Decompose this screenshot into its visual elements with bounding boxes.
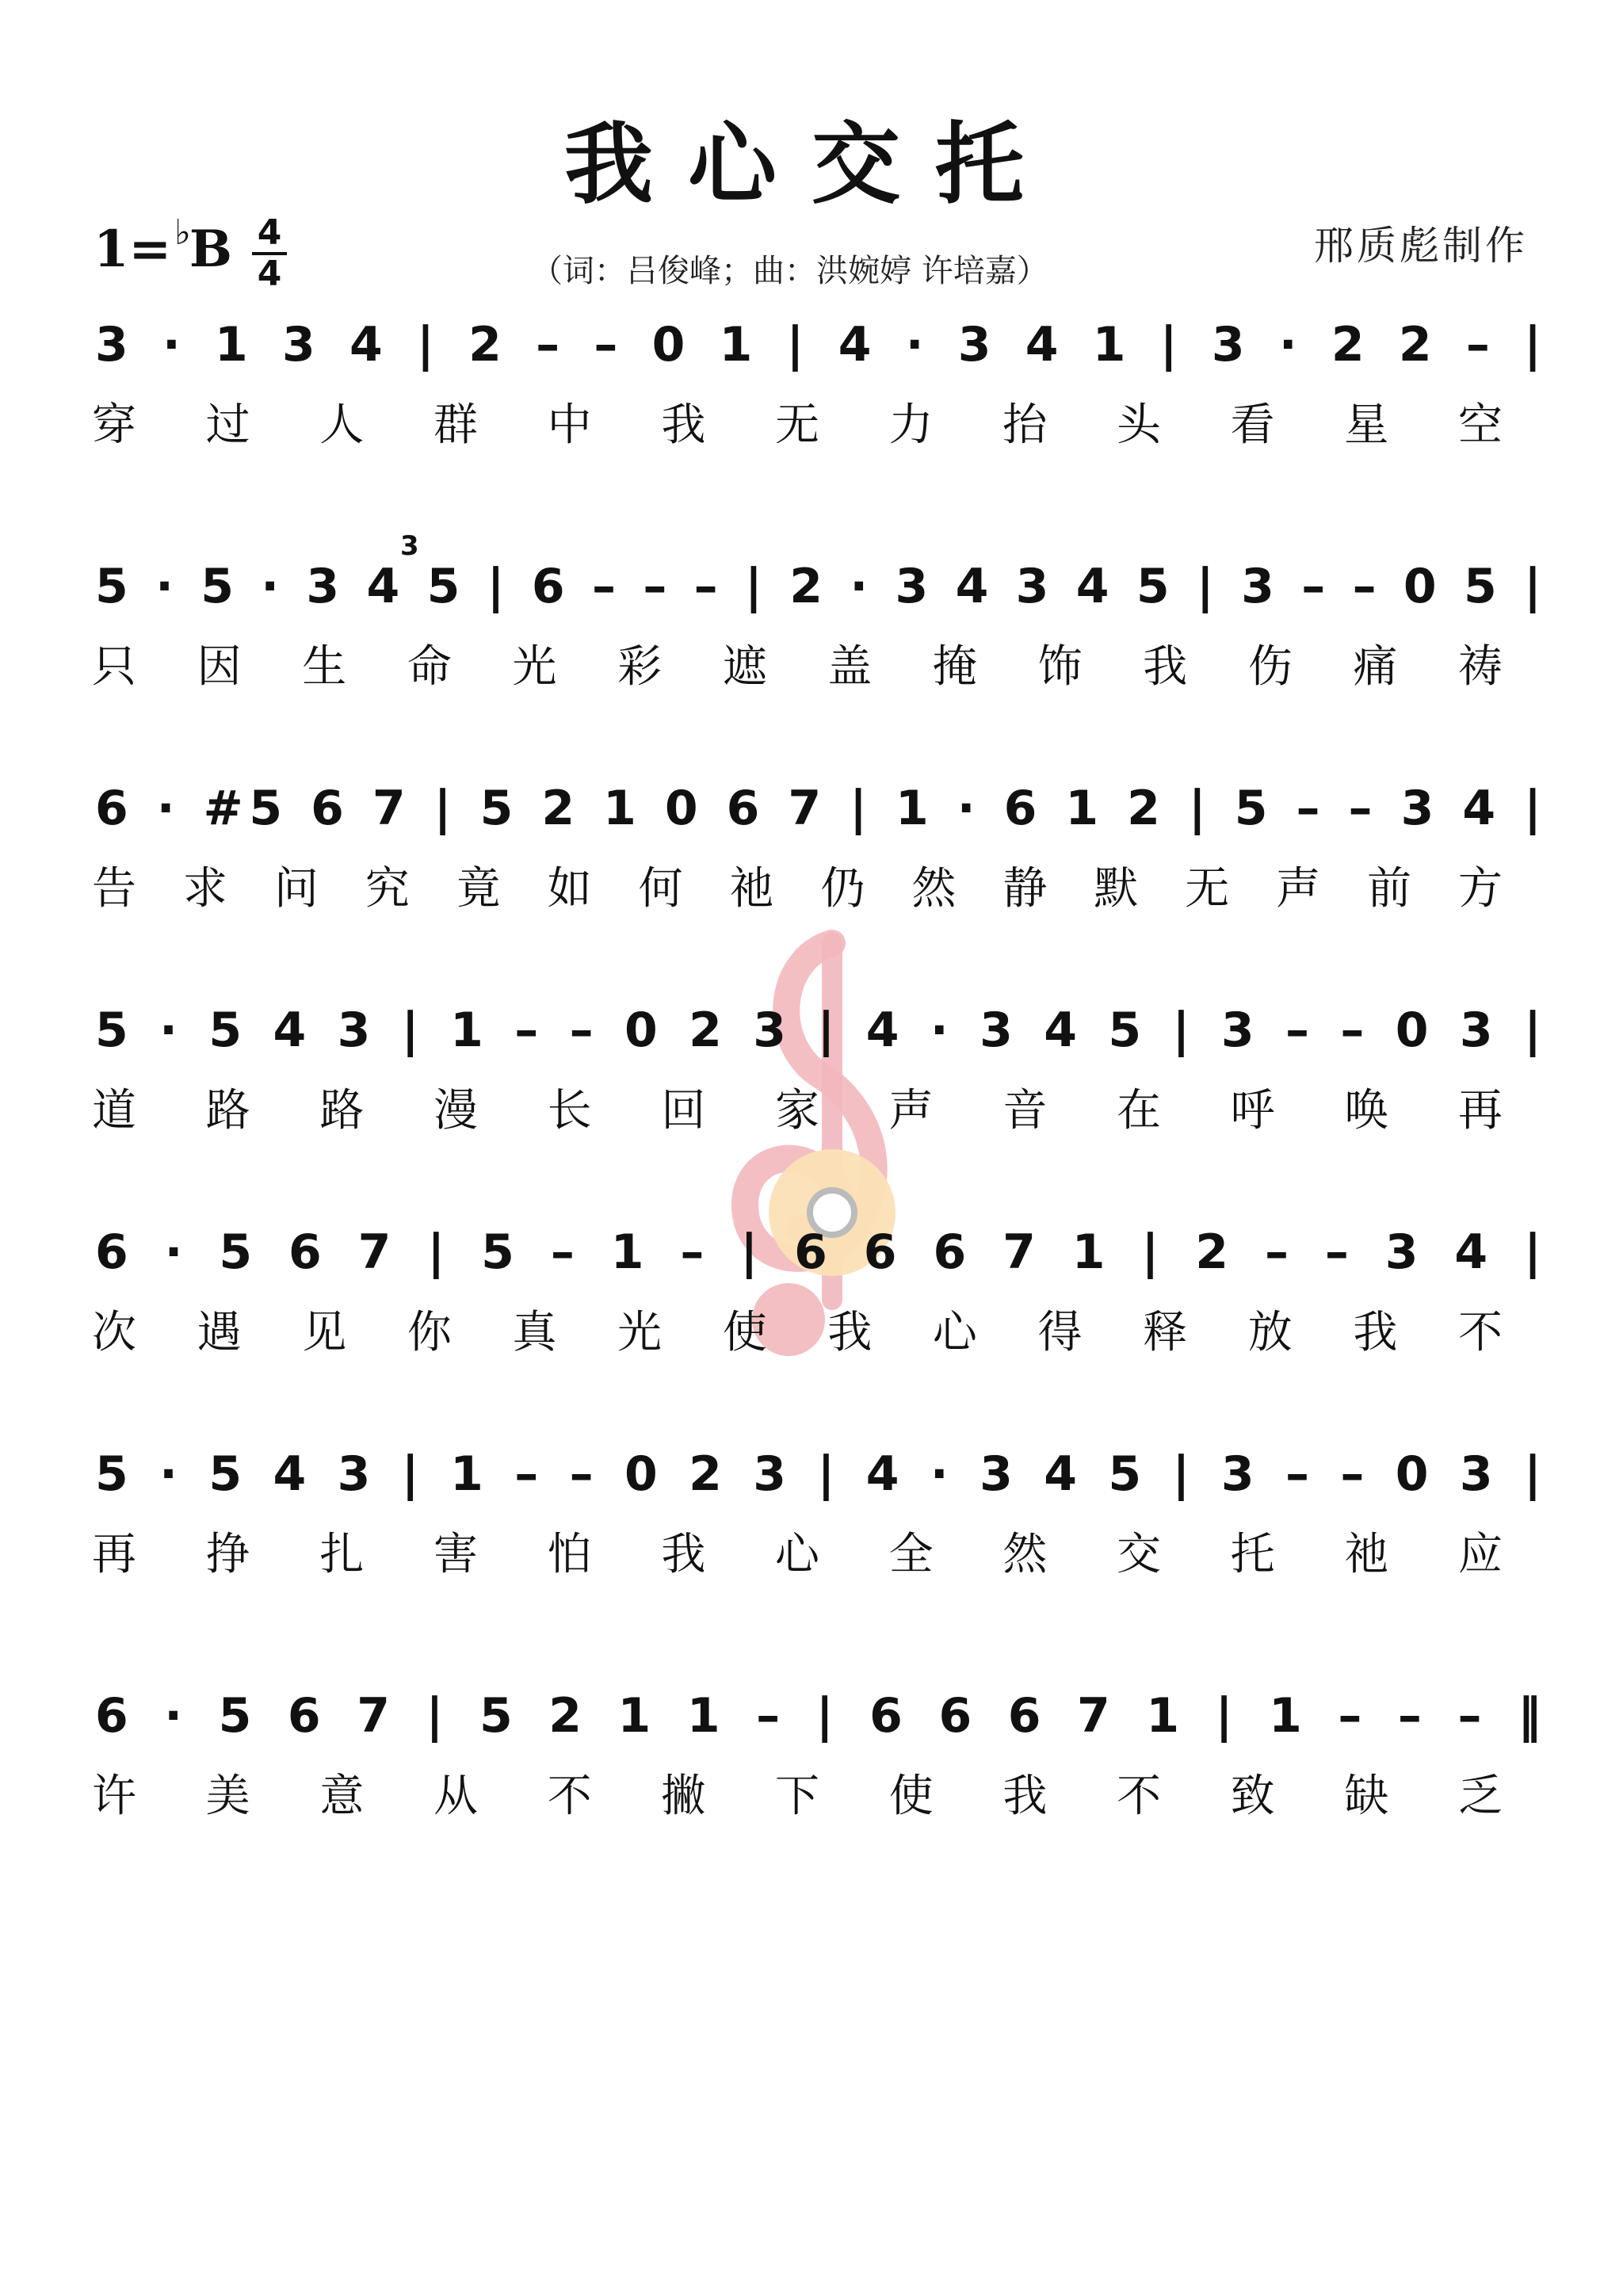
score-line [92,1446,1541,1580]
credits: （词：吕俊峰；曲：洪婉婷 许培嘉） [531,253,1048,289]
triplet-mark: 3 [400,530,419,562]
maker-label: 邢质彪制作 [1314,223,1528,269]
lyrics-line: 次 遇 见 你 真 光 使 我 心 得 释 放 我 不 [92,1307,1503,1358]
lyrics-line: 穿 过 人 群 中 我 无 力 抬 头 看 星 空 [92,399,1503,451]
lyrics-line: 许 美 意 从 不 撇 下 使 我 不 致 缺 乏 [92,1771,1503,1822]
notation-line: 6 · 5 6 7 | 5 2 1 1 – | 6 6 6 7 1 | 1 – – – ‖ [95,1688,1541,1744]
score-line [92,317,1541,451]
key-prefix: 1= [94,220,172,279]
lyrics-line: 告 求 问 究 竟 如 何 祂 仍 然 静 默 无 声 前 方 [92,863,1503,915]
meter-top: 4 [257,212,282,253]
key-note: B [189,220,233,279]
notation-line: 5 · 5 4 3 | 1 – – 0 2 3 | 4 · 3 4 5 | 3 – – 0 3 | [95,1003,1541,1058]
notation-line: 3 · 1 3 4 | 2 – – 0 1 | 4 · 3 4 1 | 3 · 2 2 – | [95,317,1541,372]
score-line [92,1003,1541,1137]
notation-line: 5 · 5 · 3 4 5 | 6 – – – | 2 · 3 4 3 4 5 | 3 – – 0 5 | [95,559,1541,614]
meter-bottom: 4 [257,254,282,294]
score-line [92,1224,1541,1358]
lyrics-line: 只 因 生 命 光 彩 遮 盖 掩 饰 我 伤 痛 祷 [92,641,1503,693]
flat-sign: ♭ [174,212,191,253]
score-line [92,1688,1541,1822]
lyrics-line: 再 挣 扎 害 怕 我 心 全 然 交 托 祂 应 [92,1529,1503,1580]
notation-line: 6 · #5 6 7 | 5 2 1 0 6 7 | 1 · 6 1 2 | 5 – – 3 4 | [95,781,1542,836]
notation-line: 5 · 5 4 3 | 1 – – 0 2 3 | 4 · 3 4 5 | 3 – – 0 3 | [95,1446,1541,1502]
lyrics-line: 道 路 路 漫 长 回 家 声 音 在 呼 唤 再 [92,1085,1503,1137]
score-line [92,781,1541,915]
score-line [92,530,1541,693]
song-title: 我心交托 [564,113,1059,216]
notation-line: 6 · 5 6 7 | 5 – 1 – | 6 6 6 7 1 | 2 – – 3 4 | [95,1224,1541,1280]
